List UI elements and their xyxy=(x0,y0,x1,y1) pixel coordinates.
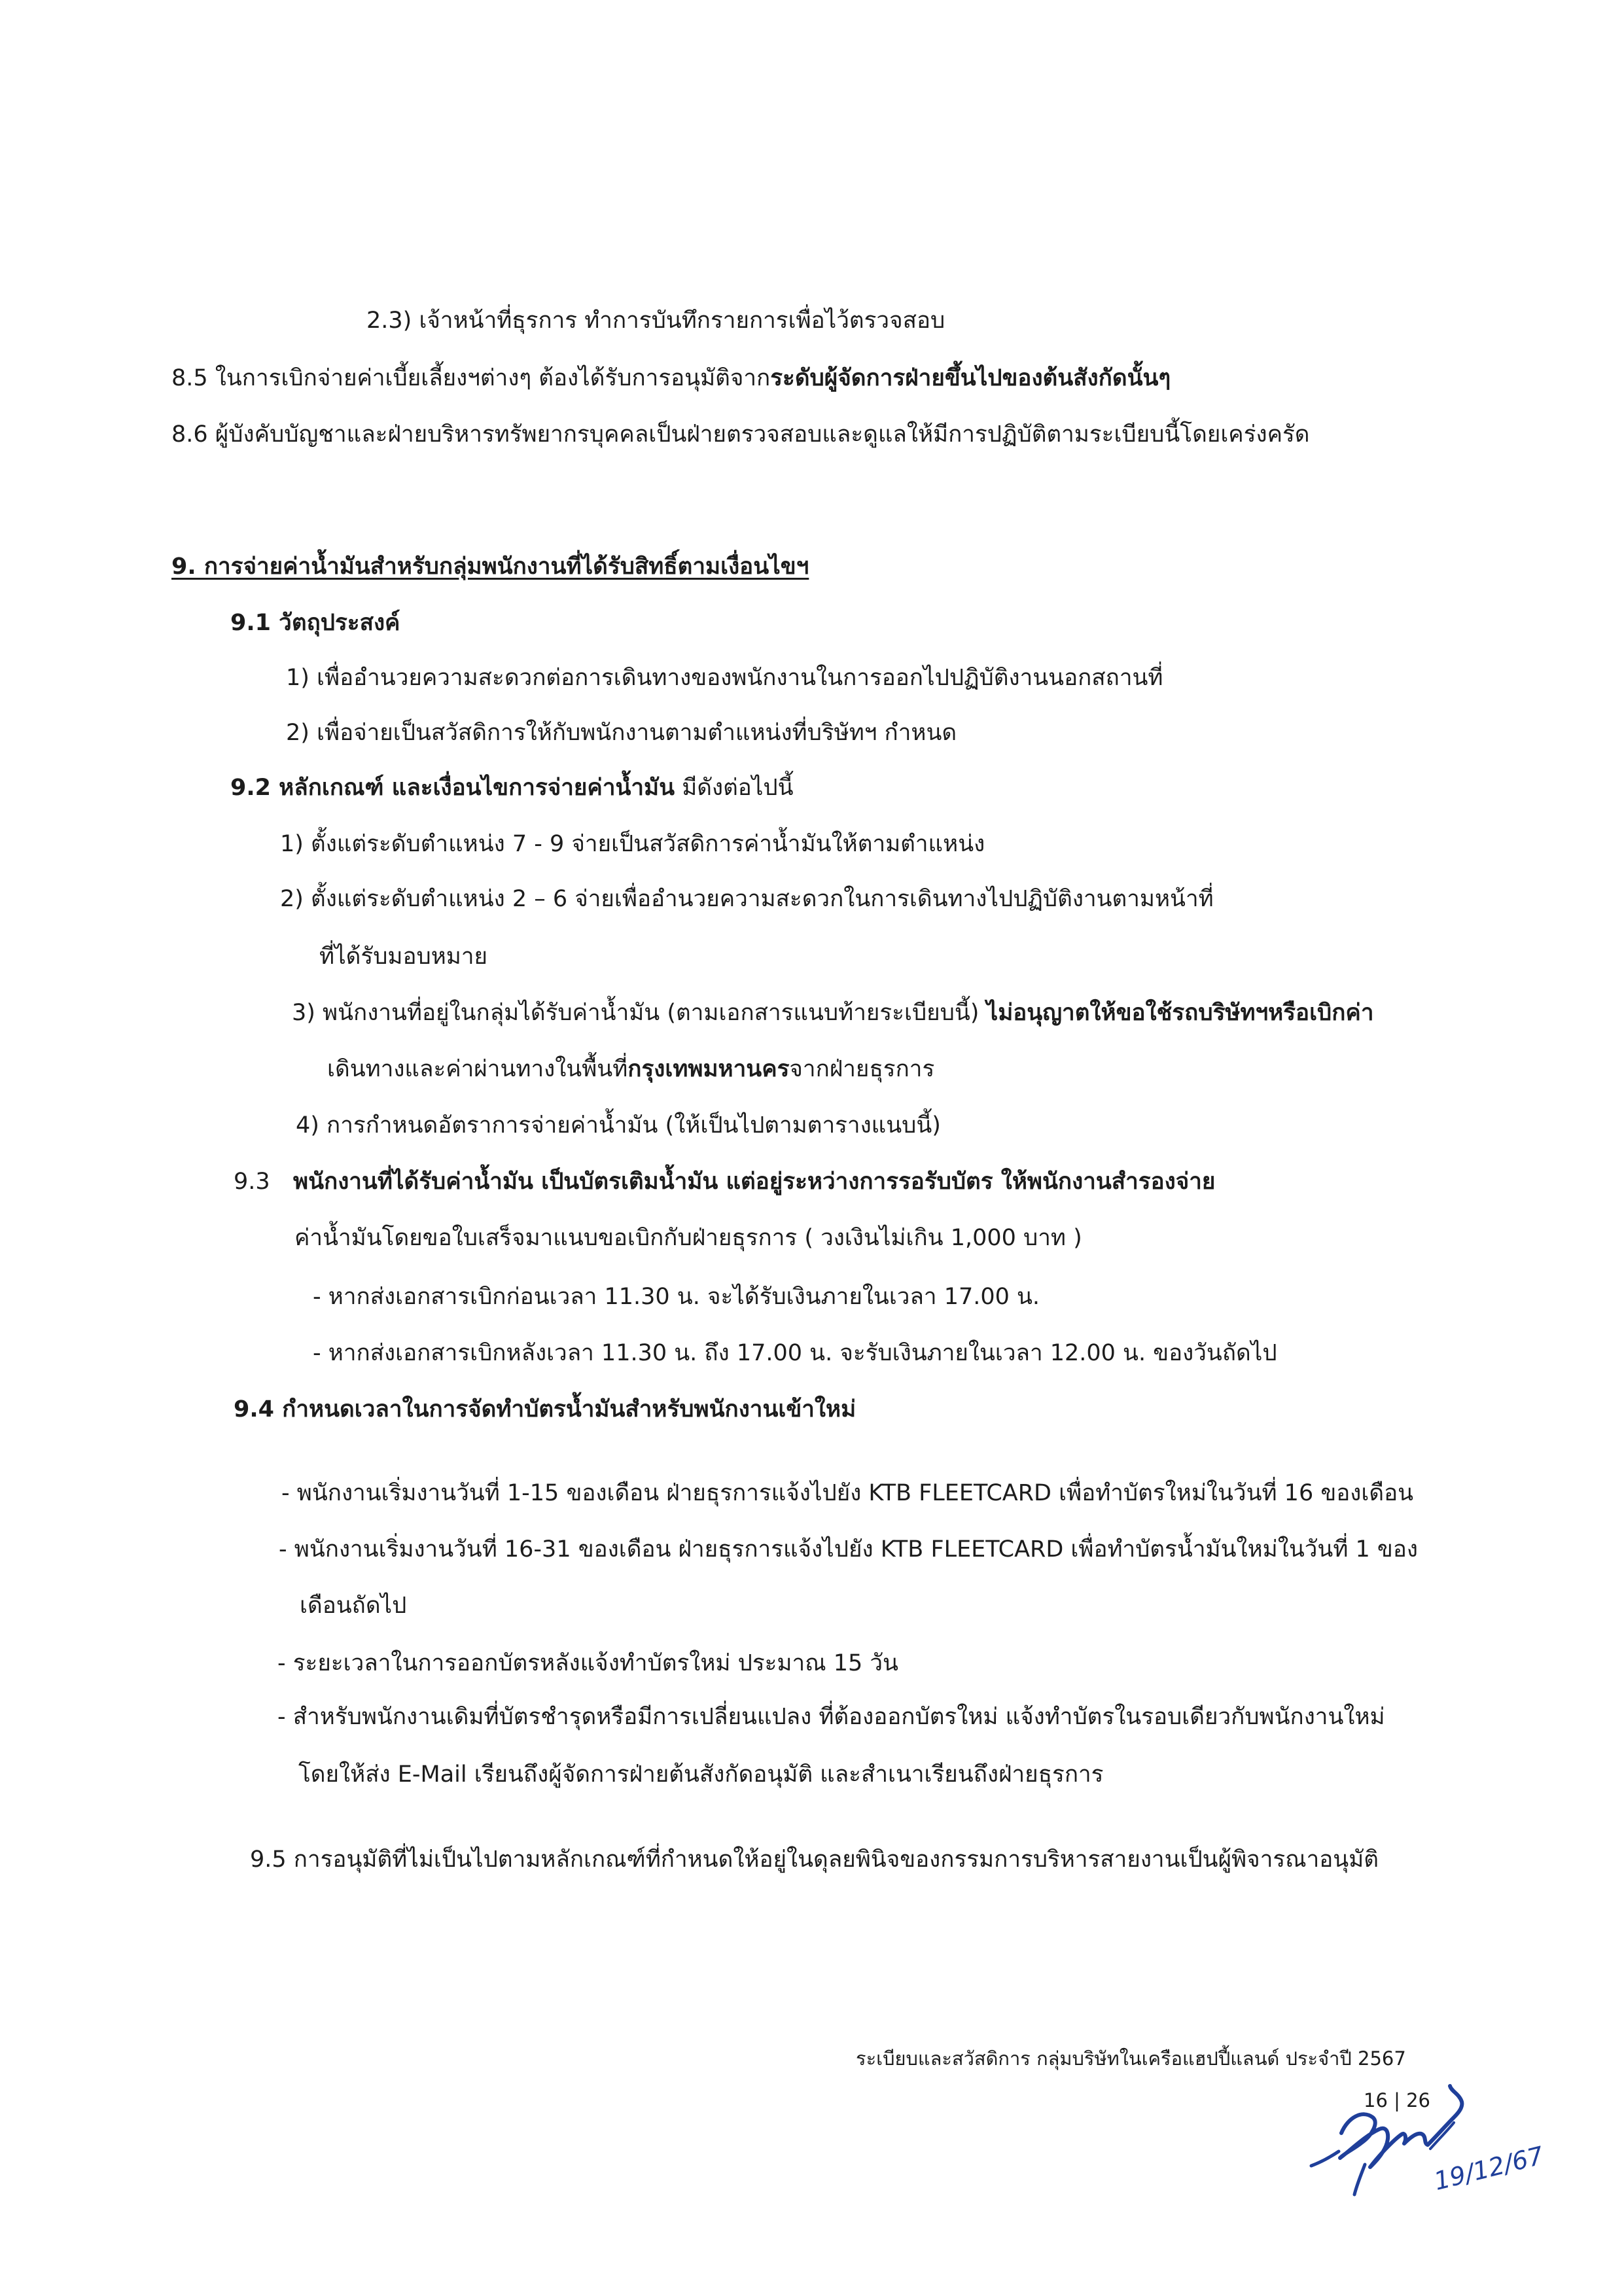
item-9-4-4: - สำหรับพนักงานเดิมที่บัตรชำรุดหรือมีการเปลี่ยนแปลง ที่ต้องออกบัตรใหม่ แจ้งทำบัตรในรอบเดียวกับพนักงานใหม่ xyxy=(277,1704,1385,1730)
item-9-3-2: - หากส่งเอกสารเบิกหลังเวลา 11.30 น. ถึง 17.00 น. จะรับเงินภายในเวลา 12.00 น. ของวันถัดไป xyxy=(313,1340,1277,1366)
item-2-3: 2.3) เจ้าหน้าที่ธุรการ ทำการบันทึกรายการเพื่อไว้ตรวจสอบ xyxy=(366,308,945,334)
heading-9-4: 9.4 กำหนดเวลาในการจัดทำบัตรน้ำมันสำหรับพนักงานเข้าใหม่ xyxy=(234,1396,856,1422)
item-9-2-2: 2) ตั้งแต่ระดับตำแหน่ง 2 – 6 จ่ายเพื่ออำนวยความสะดวกในการเดินทางไปปฏิบัติงานตามหน้าที่ xyxy=(280,886,1214,912)
item-9-4-1: - พนักงานเริ่มงานวันที่ 1-15 ของเดือน ฝ่ายธุรการแจ้งไปยัง KTB FLEETCARD เพื่อทำบัตรใหม่ในวันที่ 16 ของเดือน xyxy=(281,1480,1414,1506)
item-9-2-3-cont-a: เดินทางและค่าผ่านทางในพื้นที่ xyxy=(327,1056,628,1082)
item-9-4-3: - ระยะเวลาในการออกบัตรหลังแจ้งทำบัตรใหม่ ประมาณ 15 วัน xyxy=(277,1650,898,1676)
item-9-1-1: 1) เพื่ออำนวยความสะดวกต่อการเดินทางของพนักงานในการออกไปปฏิบัติงานนอกสถานที่ xyxy=(286,665,1163,691)
item-9-2-3-cont xyxy=(327,1055,934,1084)
heading-9-3-number: 9.3 xyxy=(234,1169,270,1195)
item-9-2-3-cont-c: จากฝ่ายธุรการ xyxy=(789,1056,935,1082)
heading-9-1: 9.1 วัตถุประสงค์ xyxy=(230,610,400,636)
page-number: 16 | 26 xyxy=(1364,2089,1431,2111)
item-9-2-1: 1) ตั้งแต่ระดับตำแหน่ง 7 - 9 จ่ายเป็นสวัสดิการค่าน้ำมันให้ตามตำแหน่ง xyxy=(280,831,985,857)
item-8-6: 8.6 ผู้บังคับบัญชาและฝ่ายบริหารทรัพยากรบุคคลเป็นฝ่ายตรวจสอบและดูแลให้มีการปฏิบัติตามระเบียบนี้โดยเคร่งครัด xyxy=(171,421,1310,448)
footer-title: ระเบียบและสวัสดิการ กลุ่มบริษัทในเครือแฮปปี้แลนด์ ประจำปี 2567 xyxy=(856,2047,1406,2070)
item-9-2-3-bold: ไม่อนุญาตให้ขอใช้รถบริษัทฯหรือเบิกค่า xyxy=(986,1000,1374,1026)
item-8-5-text: 8.5 ในการเบิกจ่ายค่าเบี้ยเลี้ยงฯต่างๆ ต้องได้รับการอนุมัติจาก xyxy=(171,365,771,391)
item-9-2-3 xyxy=(292,998,1374,1027)
item-9-4-2: - พนักงานเริ่มงานวันที่ 16-31 ของเดือน ฝ่ายธุรการแจ้งไปยัง KTB FLEETCARD เพื่อทำบัตรน้ำมันใหม่ในวันที่ 1 ของ xyxy=(279,1536,1418,1563)
heading-9-3-bold-2: แต่อยู่ระหว่างการรอรับบัตร ให้พนักงานสำรองจ่าย xyxy=(718,1169,1216,1195)
item-9-3-1: - หากส่งเอกสารเบิกก่อนเวลา 11.30 น. จะได้รับเงินภายในเวลา 17.00 น. xyxy=(313,1284,1040,1310)
heading-9-2-rest: มีดังต่อไปนี้ xyxy=(675,775,794,801)
item-8-5 xyxy=(171,364,1171,393)
item-9-1-2: 2) เพื่อจ่ายเป็นสวัสดิการให้กับพนักงานตามตำแหน่งที่บริษัทฯ กำหนด xyxy=(286,720,957,746)
item-9-2-3-cont-bold: กรุงเทพมหานคร xyxy=(627,1056,790,1082)
section-9-heading: 9. การจ่ายค่าน้ำมันสำหรับกลุ่มพนักงานที่ได้รับสิทธิ์ตามเงื่อนไขฯ xyxy=(171,554,809,580)
item-9-5: 9.5 การอนุมัติที่ไม่เป็นไปตามหลักเกณฑ์ที่กำหนดให้อยู่ในดุลยพินิจของกรรมการบริหารสายงานเป็นผู้พิจารณาอนุมัติ xyxy=(250,1846,1379,1873)
heading-9-2-bold: 9.2 หลักเกณฑ์ และเงื่อนไขการจ่ายค่าน้ำมัน xyxy=(230,775,675,801)
item-9-2-3-text: 3) พนักงานที่อยู่ในกลุ่มได้รับค่าน้ำมัน (ตามเอกสารแนบท้ายระเบียบนี้) xyxy=(292,1000,987,1026)
heading-9-2 xyxy=(230,773,794,802)
item-9-3-cont: ค่าน้ำมันโดยขอใบเสร็จมาแนบขอเบิกกับฝ่ายธุรการ ( วงเงินไม่เกิน 1,000 บาท ) xyxy=(294,1225,1082,1251)
heading-9-3-bold: พนักงานที่ได้รับค่าน้ำมัน เป็นบัตรเติมน้ำมัน xyxy=(293,1169,718,1195)
signature-date: 19/12/67 xyxy=(1431,2141,1547,2196)
item-9-4-2-cont: เดือนถัดไป xyxy=(300,1593,407,1619)
item-9-4-4-cont: โดยให้ส่ง E-Mail เรียนถึงผู้จัดการฝ่ายต้นสังกัดอนุมัติ และสำเนาเรียนถึงฝ่ายธุรการ xyxy=(298,1761,1104,1788)
item-9-2-4: 4) การกำหนดอัตราการจ่ายค่าน้ำมัน (ให้เป็นไปตามตารางแนบนี้) xyxy=(296,1112,941,1139)
heading-9-3 xyxy=(293,1167,1215,1196)
item-8-5-bold: ระดับผู้จัดการฝ่ายขึ้นไปของต้นสังกัดนั้นๆ xyxy=(770,365,1171,391)
item-9-2-2-cont: ที่ได้รับมอบหมาย xyxy=(319,944,488,970)
